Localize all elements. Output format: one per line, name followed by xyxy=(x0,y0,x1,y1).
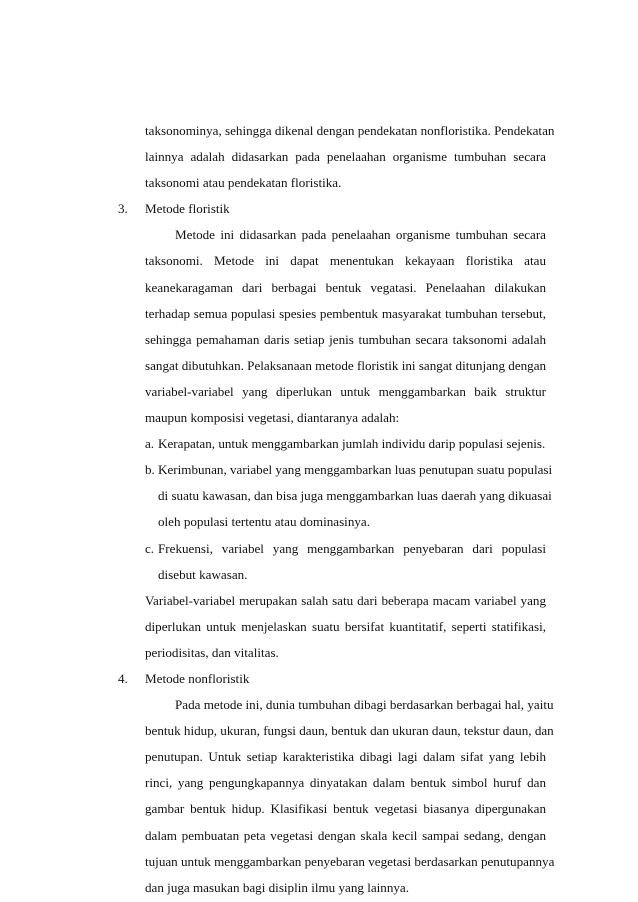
text-line: periodisitas, dan vitalitas. xyxy=(145,644,279,660)
section-heading xyxy=(118,666,546,692)
text-line: terhadap semua populasi spesies pembentuk masyarakat tumbuhan tersebut, xyxy=(145,305,546,321)
text-line: maupun komposisi vegetasi, diantaranya adalah: xyxy=(145,410,400,426)
list-item-line xyxy=(118,457,553,483)
section-metode-nonfloristik xyxy=(118,666,555,901)
section-number: 4. xyxy=(118,670,128,686)
text-line: gambar bentuk hidup. Klasifikasi bentuk vegetasi biasanya dipergunakan xyxy=(145,801,546,817)
text-line: taksonomi atau pendekatan floristika. xyxy=(145,175,342,191)
list-text: Kerimbunan, variabel yang menggambarkan luas penutupan suatu populasi xyxy=(158,462,553,478)
list-letter: a. xyxy=(145,436,155,452)
text-line: tujuan untuk menggambarkan penyebaran vegetasi berdasarkan penutupannya xyxy=(145,853,555,869)
list-letter: c. xyxy=(145,540,155,556)
text-line: diperlukan untuk menjelaskan suatu bersifat kuantitatif, seperti statifikasi, xyxy=(145,618,546,634)
closing-paragraph xyxy=(118,588,546,666)
text-line: Pada metode ini, dunia tumbuhan dibagi berdasarkan berbagai hal, yaitu xyxy=(175,697,554,713)
text-line: sangat dibutuhkan. Pelaksanaan metode floristik ini sangat ditunjang dengan xyxy=(145,357,547,373)
section-title: Metode floristik xyxy=(145,201,230,217)
list-text: Kerapatan, untuk menggambarkan jumlah individu darip populasi sejenis. xyxy=(158,436,546,452)
text-line: sehingga pemahaman daris setiap jenis tumbuhan secara taksonomi adalah xyxy=(145,331,546,347)
page-body xyxy=(118,118,555,901)
list-letter: b. xyxy=(145,462,155,478)
list-text: Frekuensi, variabel yang menggambarkan penyebaran dari populasi xyxy=(158,540,546,556)
list-item xyxy=(118,457,553,535)
list-text: oleh populasi tertentu atau dominasinya. xyxy=(158,514,370,530)
list-text: disebut kawasan. xyxy=(158,566,248,582)
text-line: penutupan. Untuk setiap karakteristika dibagi lagi dalam sifat yang lebih xyxy=(145,749,546,765)
list-item xyxy=(118,431,546,457)
text-line: dalam pembuatan peta vegetasi dengan skala kecil sampai sedang, dengan xyxy=(145,827,546,843)
text-line: Variabel-variabel merupakan salah satu dari beberapa macam variabel yang xyxy=(145,592,546,608)
section-paragraph xyxy=(118,692,555,901)
text-line: taksonominya, sehingga dikenal dengan pendekatan nonfloristika. Pendekatan xyxy=(145,123,555,138)
text-line: bentuk hidup, ukuran, fungsi daun, bentuk dan ukuran daun, tekstur daun, dan xyxy=(145,723,554,739)
list-item-line xyxy=(118,536,546,562)
list-item xyxy=(118,536,546,588)
text-line: Metode ini didasarkan pada penelaahan organisme tumbuhan secara xyxy=(175,227,546,243)
continuation-paragraph xyxy=(118,118,555,196)
text-line: keanekaragaman dari berbagai bentuk vegatasi. Penelaahan dilakukan xyxy=(145,279,546,295)
section-paragraph xyxy=(118,222,546,431)
text-line: taksonomi. Metode ini dapat menentukan kekayaan floristika atau xyxy=(145,253,546,269)
text-line: rinci, yang pengungkapannya dinyatakan dalam bentuk simbol huruf dan xyxy=(145,775,546,791)
text-line: lainnya adalah didasarkan pada penelaahan organisme tumbuhan secara xyxy=(145,149,546,165)
text-line: dan juga masukan bagi disiplin ilmu yang lainnya. xyxy=(145,879,410,895)
text-line: variabel-variabel yang diperlukan untuk menggambarkan baik struktur xyxy=(145,383,546,399)
section-metode-floristik xyxy=(118,196,553,666)
section-title: Metode nonfloristik xyxy=(145,670,250,686)
list-text: di suatu kawasan, dan bisa juga menggambarkan luas daerah yang dikuasai xyxy=(158,488,552,504)
list-item-line xyxy=(118,431,546,457)
section-number: 3. xyxy=(118,201,128,217)
section-heading xyxy=(118,196,546,222)
